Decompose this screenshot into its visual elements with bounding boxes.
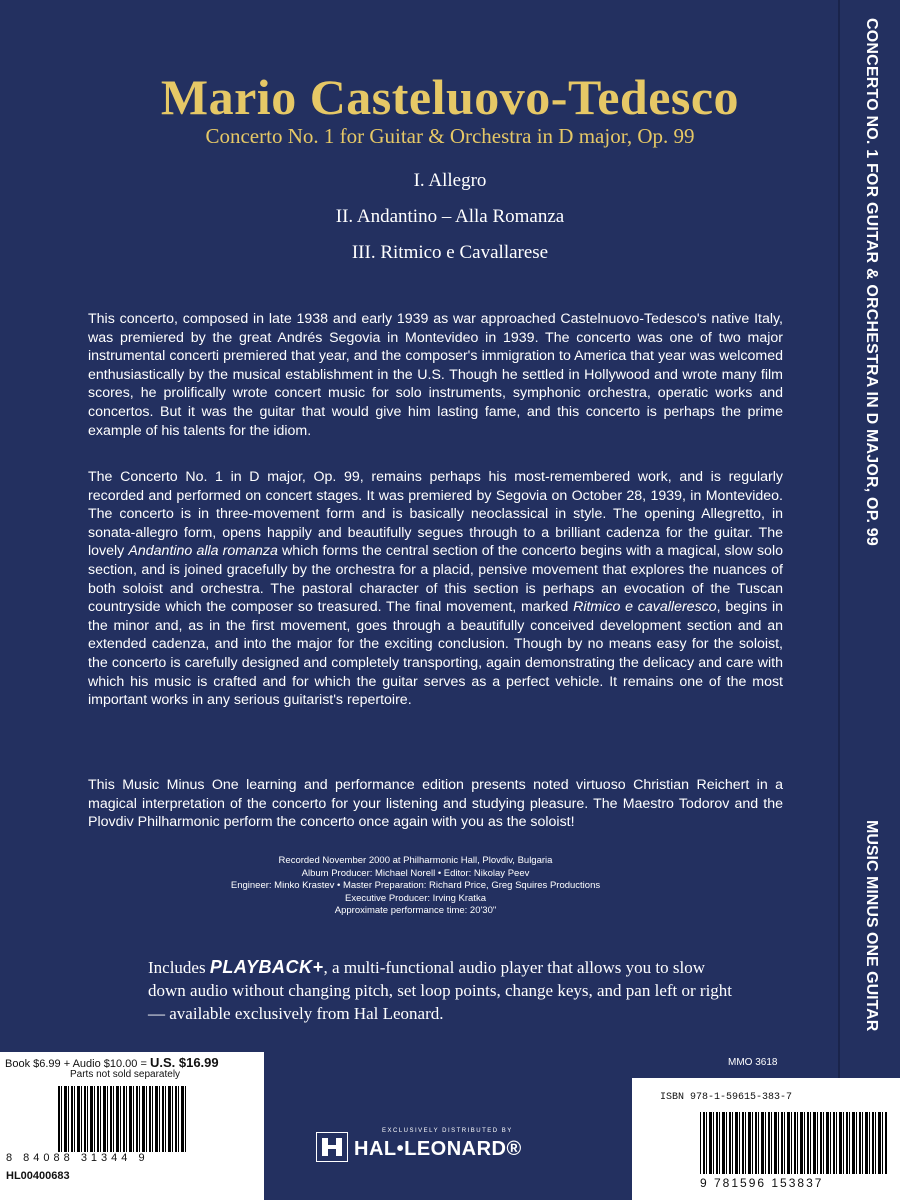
item-number: HL00400683 bbox=[6, 1170, 70, 1182]
para2-text-c: which forms the central section of the concerto begins with a magical, slow solo section, and is joined gracefully by the orchestra for a placid, pensive movement that explores the nuances of both soloist and orchestra. The pastoral character of this section is perhaps an evocation of the Tuscan countryside which the composer so treasured. The final movement, marked bbox=[88, 543, 783, 616]
price-line bbox=[5, 1055, 219, 1070]
credit-line: Engineer: Minko Krastev • Master Preparation: Richard Price, Greg Squires Productions bbox=[230, 880, 601, 891]
upc-barcode bbox=[58, 1086, 186, 1152]
credit-line: Approximate performance time: 20'30" bbox=[334, 905, 497, 916]
price-total: U.S. $16.99 bbox=[149, 1055, 219, 1070]
price-breakdown: Book $6.99 + Audio $10.00 = bbox=[5, 1058, 150, 1070]
recording-credits bbox=[88, 855, 743, 918]
composer-name: Mario Casteluovo-Tedesco bbox=[160, 69, 740, 125]
movement-3: III. Ritmico e Cavallarese bbox=[351, 242, 549, 263]
movement-1: I. Allegro bbox=[413, 170, 487, 191]
credit-line: Album Producer: Michael Norell • Editor: Nikolay Peev bbox=[301, 867, 530, 879]
para2-italic-andantino: Andantino alla romanza bbox=[128, 543, 278, 560]
isbn-text: ISBN 978-1-59615-383-7 bbox=[660, 1092, 793, 1103]
spine-title: CONCERTO NO. 1 FOR GUITAR & ORCHESTRA IN D MAJOR, OP. 99 bbox=[863, 18, 880, 546]
publisher-block bbox=[316, 1124, 596, 1168]
para2-text-e: , begins in the minor and, as in the first movement, goes through a beautifully conceived development section and an extended cadenza, and into the major for the exciting conclusion. Though by no means easy for the soloist, the concerto is carefully designed and completely transporting, again demonstrating the delicacy and care with which his music is crafted and for which the guitar serves as a perfect vehicle. It remains one of the most important works in any serious guitarist's repertoire. bbox=[88, 599, 783, 709]
ean-number: 9 781596 153837 bbox=[700, 1176, 824, 1190]
movement-2: II. Andantino – Alla Romanza bbox=[335, 206, 565, 227]
playback-prefix: Includes bbox=[148, 958, 210, 977]
playback-line1: , a multi-functional audio player that allows you to slow bbox=[323, 958, 706, 977]
catalog-number: MMO 3618 bbox=[728, 1057, 778, 1068]
spine-series: MUSIC MINUS ONE GUITAR bbox=[863, 820, 880, 1032]
paragraph-intro: This concerto, composed in late 1938 and early 1939 as war approached Castelnuovo-Tedesco's native Italy, was premiered by the great Andrés Segovia in Montevideo in 1939. The concerto was one of two major instrumental concerti premiered that year, and the composer's immigration to America that year was welcomed enthusiastically by the musical establishment in the U.S. Though he settled in Hollywood and wrote many film scores, he prolifically wrote concert music for solo instruments, symphonic orchestra, operatic works and concertos. But it was the guitar that would give him lasting fame, and this concerto is perhaps the prime example of his talents for the idiom. bbox=[88, 311, 783, 439]
parts-note: Parts not sold separately bbox=[70, 1069, 181, 1080]
distributed-by: EXCLUSIVELY DISTRIBUTED BY bbox=[382, 1128, 513, 1134]
upc-number: 8 84088 31344 9 bbox=[6, 1152, 149, 1164]
isbn-barcode bbox=[700, 1112, 888, 1174]
playback-line3: — available exclusively from Hal Leonard. bbox=[148, 1004, 444, 1023]
spine bbox=[838, 0, 900, 1200]
paragraph-history bbox=[88, 468, 783, 710]
para2-text-a: The Concerto No. 1 in D major, Op. 99, remains perhaps his most-remembered work, and is regularly recorded and performed on concert stages. It was premiered by Segovia on October 28, 1939, in Montevideo. The concerto is in three-movement form and is basically neoclassical in style. The opening Allegretto, in sonata-allegro form, opens happily and beautifully segues through to a brilliant cadenza for the guitar. The lovely bbox=[88, 469, 783, 560]
price-box bbox=[0, 1052, 264, 1200]
playback-line2: down audio without changing pitch, set loop points, change keys, and pan left or right bbox=[148, 981, 733, 1000]
work-title: Concerto No. 1 for Guitar & Orchestra in D major, Op. 99 bbox=[205, 124, 695, 148]
paragraph-edition: This Music Minus One learning and performance edition presents noted virtuoso Christian Reichert in a magical interpretation of the concerto for your listening and studying pleasure. The Maestro Todorov and the Plovdiv Philharmonic perform the concerto once again with you as the soloist! bbox=[88, 777, 783, 831]
playback-blurb bbox=[148, 956, 784, 1025]
publisher-name: HAL•LEONARD® bbox=[354, 1138, 522, 1160]
playback-logo: PLAYBACK+ bbox=[209, 957, 324, 977]
para2-italic-ritmico: Ritmico e cavalleresco bbox=[573, 599, 717, 616]
isbn-box bbox=[632, 1078, 900, 1200]
hal-leonard-logo-icon bbox=[316, 1132, 348, 1162]
credit-line: Recorded November 2000 at Philharmonic Hall, Plovdiv, Bulgaria bbox=[278, 855, 553, 866]
credit-line: Executive Producer: Irving Kratka bbox=[345, 892, 486, 904]
